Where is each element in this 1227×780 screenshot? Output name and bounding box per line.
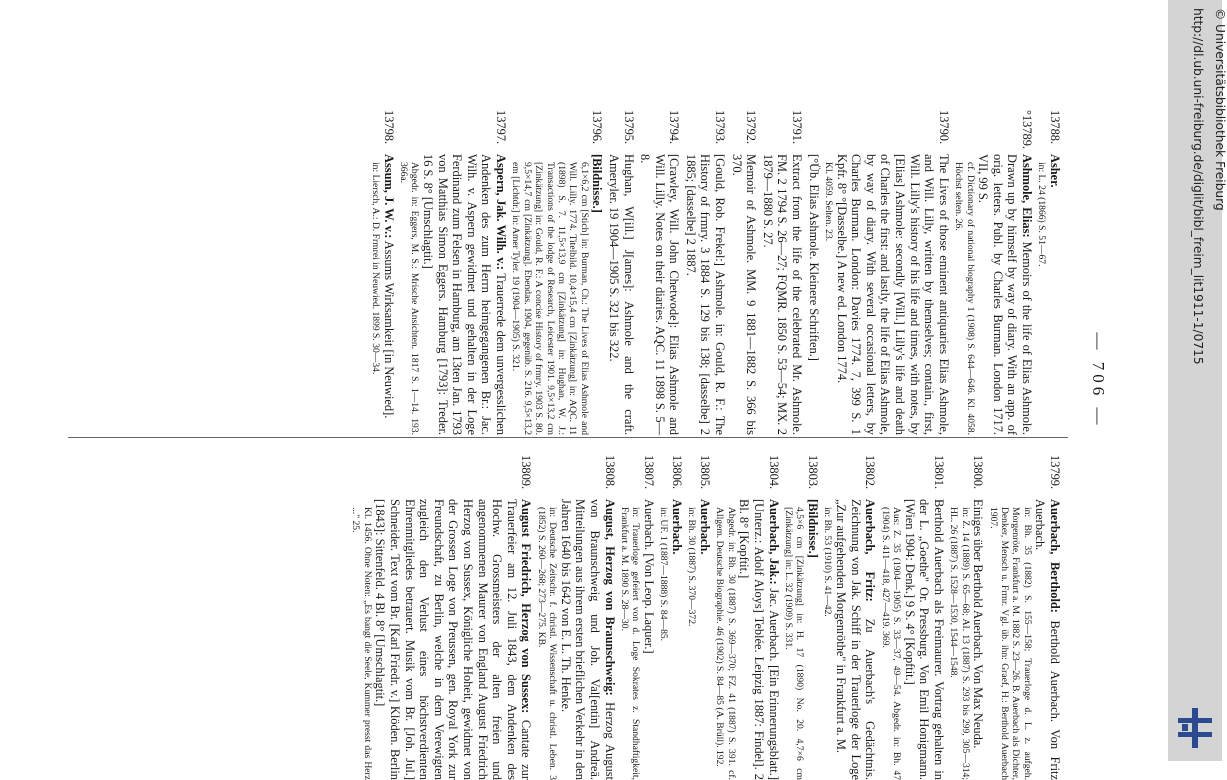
entry-number: 13807.: [642, 455, 656, 490]
entry-note: Kl. 4059. Selten. 23.: [823, 162, 835, 242]
entry-note: Aus: Z. 35 (1904—1905) S. 33—37, 49—54. Abgedr. in: Bh. 47 (1904) S. 411—418, 427—419. 369.: [879, 507, 902, 780]
entry-note: 6,1×6,2 cm [Stich] in: Burman, Ch.: The Lives of Elias Ashmole and Will. Lilly. 1774. Titelbild. 10,4×15,4 cm [Zinkätzung] in: AQC. 11 (1898) S. 7. 11,5×13,9 cm [Zinkätzung] in: Hughan, W. J.: Transactions of the lodge of Research, Leicester 1901. 9,5×13,2 cm [Zinkätzung] in: Gould, R. F.: A concise History of frmry. 1903 S. 80. 9,5×14,7 cm [Zinkätzung]. Ebendas. 1904, gegenüb. S. 216. 9,5×13,2 em [Lichtdr.] in: Amer Tyler. 19 (1904—1905) S. 321.: [510, 162, 590, 435]
entry-heading: [Bildnisse.]: [590, 154, 605, 213]
entry-number: 13803.: [806, 455, 820, 490]
entry-number: 13794.: [667, 110, 682, 145]
column-divider: [68, 437, 1068, 438]
entry-note: in: Trauerloge gefeiert von d. Loge Sokrates z. Standhaftigkeit, Frankfurt a. M. 1890 S. 28—30.: [619, 507, 642, 780]
entry-body: [°Üb. Elias Ashmole. Kleinere Schriften.]: [806, 154, 821, 361]
entry-note: Kl. 1456. Ohne Noten: „Es bangt die Seele, Kummer presst das Herz ..." 25.: [350, 507, 373, 780]
bibliography-entry: [638, 110, 682, 435]
bibliography-entry: [948, 455, 985, 780]
bibliography-entry: [760, 110, 804, 435]
sidebar-url-holder: [1181, 8, 1205, 608]
bibliography-entry: [606, 110, 635, 435]
copyright-notice: © Universitätsbibliothek Freiburg: [1213, 8, 1227, 211]
entry-number: 13790.: [936, 110, 951, 145]
entry-body: [Crawley, Will. John Chetwode]: Elias Ashmole and Will. Lilly. Notes on their diaries. AQC. 11 1898 S. 5—8.: [638, 154, 682, 435]
entry-number: 13802.: [863, 455, 878, 490]
entry-note: in: Z. 14 (1889) S. 65—68; AI. 13 (1887) S. 293 bis 299, 305—314; HL. 26 (1887) S. 1528—1530, 1544—1548.: [948, 507, 971, 780]
bibliography-entry: [806, 110, 821, 435]
entry-number: 13809.: [519, 455, 534, 490]
entry-heading: [Bildnisse.]: [806, 499, 820, 558]
ub-freiburg-logo-icon: [1178, 708, 1212, 748]
entry-note: in: Bh. 53 (1910) S. 41—42.: [822, 507, 834, 617]
entry-number: 13793.: [713, 110, 728, 145]
bibliography-entry: [987, 455, 1062, 780]
entry-body: Hughan, W[ill.] J[ames]: Ashmole and the craft. Ameryler. 19 1904—1905 S. 321 bis 322.: [606, 154, 636, 435]
bibliography-entry: [823, 110, 951, 435]
entry-note: in: L. 24 (1866) S. 51—67.: [1036, 162, 1048, 267]
entry-note: in: Bh. 30 (1887) S. 370—372.: [686, 507, 698, 627]
entry-body: Memoirs of the life of Elias Ashmole. Drawn up by himself by way of diary. With an app. of orig. letters. Publ. by Charles Burman. London 1717. VII, 99 S.: [976, 154, 1034, 435]
right-column: [348, 455, 1062, 780]
entry-heading: Assum, J. W. v.:: [381, 154, 396, 239]
sidebar-copyright-holder: [1203, 8, 1227, 608]
entry-body: Zu Auerbach's Gedächtnis. Zeichnung von Jak. Schiff in der Trauerloge der Loge „Zur aufgehenden Morgenröthe" in Frankfurt a. M.: [834, 499, 878, 780]
entry-number: °13789.: [1020, 110, 1034, 150]
entry-number: 13808.: [602, 455, 617, 490]
entry-body: Einiges über Berthold Auerbach. Von Max Neuda.: [971, 499, 986, 749]
entry-note: cf. Dictionary of national biography 1 (1908) S. 644—646. Kl. 4058. Höchst selten. 26.: [953, 162, 976, 435]
entry-number: 13806.: [670, 455, 684, 490]
entry-note: 4,5×6 cm [Zinkätzung] in: H. 17 (1890) No. 20. 4,7×6 cm [Zinkätzung] in: L. 32 (1909) S. 331.: [783, 507, 806, 780]
bibliography-entry: [370, 110, 396, 435]
entry-body: [Gould, Rob. Frekel:] Ashmole. in: Gould, R. F.: The History of frmry. 3 1884 S. 129 bis 138; [dasselbe] 2 1885; [dasselbe] 2 1887.: [683, 154, 728, 435]
bibliography-entry: [714, 455, 781, 780]
running-head: — 706 —: [1089, 332, 1108, 429]
bibliography-entry: [822, 455, 877, 780]
bibliography-entry: [510, 110, 604, 435]
entry-number: 13797.: [493, 110, 508, 145]
entry-number: 13792.: [744, 110, 759, 145]
bibliography-entry: [619, 455, 656, 780]
bibliography-entry: [953, 110, 1034, 435]
entry-note: Abgedr. in: Bh. 30 (1887) S. 369—370; FZ. 41 (1887) S. 391. cf. Allgem. Deutsche Biographie. 46 (1902) S. 84—85 (A. Brüll). 192.: [714, 507, 737, 780]
entry-number: 13800.: [971, 455, 986, 490]
entry-number: 13801.: [931, 455, 946, 490]
entry-heading: Ashmole, Elias:: [1020, 154, 1034, 238]
entry-number: 13798.: [381, 110, 396, 145]
entry-heading: August Friedrich, Herzog von Sussex:: [519, 499, 534, 714]
entry-number: 13791.: [790, 110, 805, 145]
entry-body: Memoir of Ashmole. MM. 9 1881—1882 S. 366 bis 370.: [729, 154, 759, 435]
entry-body: Trauerrede dem unvergesslichen Andenken des zum Herrn heimgegangenen Br.: Jac. Wilh. v. Aspern gewidmet und gehalten in der Loge Ferdinand zum Felsen in Hamburg, am 13ten Jan. 1793 von Matthias Simon Eggers. Hamburg [1793]: Treder. 16 S. 8° [Umschlagtit.]: [420, 154, 508, 436]
entry-number: 13804.: [766, 455, 781, 490]
bibliography-entry: [783, 455, 820, 780]
entry-number: 13805.: [698, 455, 712, 490]
entry-note: in: Liersch, A.: D. Frmrei in Neuwied. 1899 S. 30—34.: [369, 162, 381, 375]
entry-body: Assums Wirksamkeit [in Neuwied].: [381, 240, 396, 419]
bibliography-entry: [398, 110, 508, 435]
bibliography-entry: [535, 455, 616, 780]
entry-body: Jac. Auerbach. [Ein Erinnerungsblatt.] [Unterz.: Adolf Aloys] Teblée. Leipzig 1887: Findel]. 2 Bl. 8° [Kopftit.]: [737, 499, 781, 780]
source-url-link[interactable]: http://dl.ub.uni-freiburg.de/diglit/bibl_freim_lit1911-1/0715: [1191, 8, 1205, 365]
entry-number: 13796.: [590, 110, 605, 145]
bibliography-entry: [658, 455, 684, 780]
entry-number: 13788.: [1048, 110, 1062, 145]
bibliography-entry: [686, 455, 712, 780]
entry-heading: Auerbach.: [670, 499, 684, 555]
entry-note: in: UF. 1 (1887—1888) S. 84—85.: [658, 507, 670, 642]
entry-heading: Auerbach, Fritz:: [863, 499, 878, 602]
entry-heading: Auerbach, Jak.:: [766, 499, 781, 585]
entry-body: Herzog August von Braunschweig und Joh. Val[entin] Andreä. Mitteilungen aus ihrem ersten brieflichen Verkehr in den Jahren 1640 bis 1642 von E. L. Th. Henke.: [558, 499, 617, 780]
left-column: [368, 110, 1062, 435]
bibliography-entry: [729, 110, 758, 435]
entry-heading: Aspern, Jak. Wilh. v.:: [493, 154, 508, 270]
entry-number: 13799.: [1048, 455, 1062, 490]
entry-body: Cantate zur Trauerfeier am 12. Juli 1843, dem Andenken des Hochw. Grossmeisters der alten freien und angenommenen Maurer von England August Friedrich Herzog von Sussex, Königliche Hoheit, gewidmet von der Grossen Loge von Preussen, gen. Royal York zur Freundschaft, zu Berlin, welche in dem Verewigten zugleich den Verlust eines höchstverdienten Ehrenmitgliedes betrauert. Musik vom Br. [Joh. Jul.] Schneider. Text vom Br. [Karl Friedr. v.] Klöden. Berlin [1843]: Sittenfeld. 4 Bl. 8° [Umschlagtit.]: [373, 499, 534, 780]
entry-heading: Auerbach.: [698, 499, 712, 555]
entry-body: Extract from the life of the celebrated Mr. Ashmole. FM. 2 1794 S. 26—27; FQMR. 1850 S. 53—54; MX. 2 1879—1880 S. 27.: [760, 154, 805, 435]
entry-note: in: Deutsche Zeitschr. f. christl. Wissenschaft u. christl. Leben. 3 (1852) S. 260—268; 273—275. KB.: [535, 507, 559, 780]
bibliography-entry: [350, 455, 533, 780]
entry-heading: August, Herzog von Braunschweig:: [602, 499, 617, 696]
entry-body: Berthold Auerbach. Von Fritz Auerbach.: [1033, 499, 1062, 780]
entry-heading: Auerbach, Berthold:: [1048, 499, 1062, 613]
entry-body: The Lives of those eminent antiquaries Elias Ashmole, and Will. Lilly, written by themselves; contain., first, Will. Lilly's history of his life and times, with notes, by [Elias] Ashmole: secondly [Will.] Lilly's life and death of Charles the first: and lastly, the life of Elias Ashmole, by way of diary. With several occasional letters, by Charles Burman. London: Davies 1774. 7, 399 S. 1 Kpfr. 8° °[Dasselbe.] A new ed. London 1774.: [834, 154, 951, 435]
entry-number: 13795.: [621, 110, 636, 145]
entry-body: Berthold Auerbach als Freimaurer. Vortrag gehalten in der L. „Goethe" Or. Pressburg. Von Emil Honigmann. [Wien 1904: Denk.] 9 S. 4° [Kopftit.]: [902, 499, 946, 780]
bibliography-entry: [683, 110, 727, 435]
bibliography-entry: [1036, 110, 1062, 435]
entry-body: Auerbach. [Von Leop. Laquer.]: [642, 499, 656, 654]
entry-heading: Asher.: [1048, 154, 1062, 188]
entry-note: in: Bh. 35 (1882) S. 155—158; Trauerloge d. L. z. aufgeh. Morgenröte, Frankfurt a. M. 1882 S. 23—26. B. Auerbach als Dichter, Denker, Mensch u. Frmr. Vgl. üb. ihn: Graef, H.: Berthold Auerbach 1907.: [987, 507, 1033, 780]
entry-note: Abgedr. in: Eggers, M. S.: Mrische Ansichten. 1817 S. 1—14. 193. 366a.: [397, 162, 421, 435]
bibliography-entry: [879, 455, 946, 780]
